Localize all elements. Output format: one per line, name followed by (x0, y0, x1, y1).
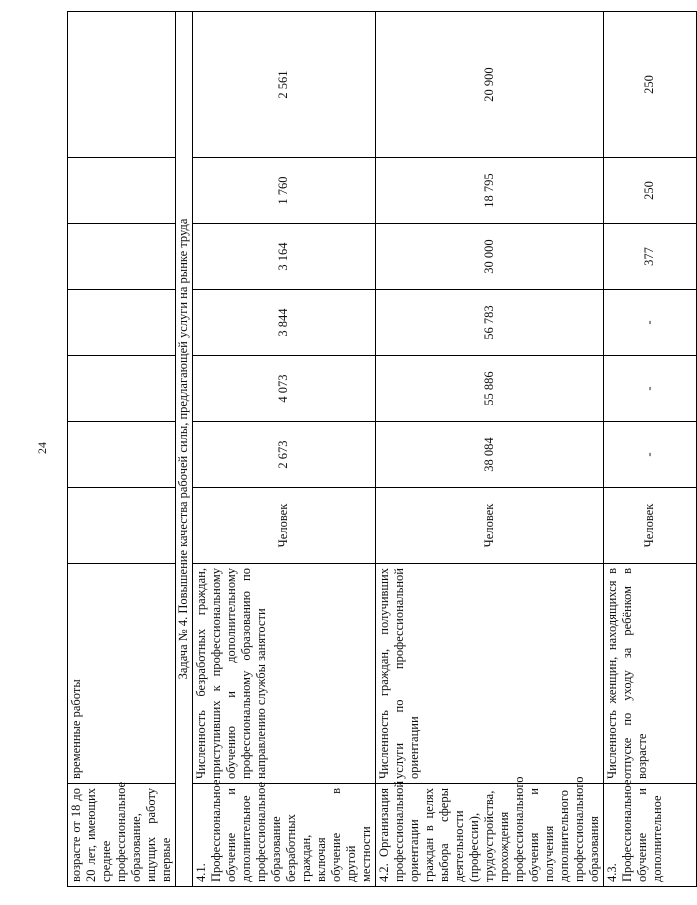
indicator-cell: Численность безработных граждан, приступивших к профессиональному обучению и дополнительному профессиональному образованию по направлению службы занятости (192, 564, 375, 784)
task-cell: 4.3. Профессиональное обучение и дополнительное (603, 784, 696, 887)
value-cell: 38 084 (375, 422, 603, 488)
indicator-cell: Численность женщин, находящихся в отпуске по уходу за ребёнком в возрасте (603, 564, 696, 784)
value-cell: 250 (603, 158, 696, 224)
unit-cell (68, 488, 176, 564)
indicator-cell: Численность граждан, получивших услуги по профессиональной ориентации (375, 564, 603, 784)
task-cell: 4.1. Профессиональное обучение и дополнительное профессиональное образование безработных граждан, включая обучение в другой местности (192, 784, 375, 887)
value-cell: 18 795 (375, 158, 603, 224)
task-cell: возрасте от 18 до 20 лет, имеющих среднее профессиональное образование, ищущих работу впервые (68, 784, 176, 887)
value-cell: 250 (603, 12, 696, 158)
value-cell: 2 673 (192, 422, 375, 488)
value-cell: 55 886 (375, 356, 603, 422)
value-cell: 2 561 (192, 12, 375, 158)
value-cell: 3 844 (192, 290, 375, 356)
value-cell: 20 900 (375, 12, 603, 158)
value-cell: - (603, 422, 696, 488)
value-cell (68, 158, 176, 224)
table-row (68, 12, 176, 887)
value-cell (68, 224, 176, 290)
unit-cell: Человек (375, 488, 603, 564)
indicator-cell: временные работы (68, 564, 176, 784)
value-cell (68, 422, 176, 488)
task-cell: 4.2. Организация профессиональной ориентации граждан в целях выбора сферы деятельности (профессии), трудоустройства, прохождения профессионального обучения и получения дополнительного профессионального образования (375, 784, 603, 887)
table-row (192, 12, 375, 887)
value-cell: 3 164 (192, 224, 375, 290)
value-cell: 30 000 (375, 224, 603, 290)
value-cell: 1 760 (192, 158, 375, 224)
value-cell: - (603, 290, 696, 356)
value-cell: 56 783 (375, 290, 603, 356)
indicators-table (67, 11, 697, 887)
rotated-table-container (67, 12, 664, 887)
value-cell (68, 290, 176, 356)
value-cell: - (603, 356, 696, 422)
value-cell (68, 12, 176, 158)
table-row (603, 12, 696, 887)
table-row (375, 12, 603, 887)
value-cell: 4 073 (192, 356, 375, 422)
unit-cell: Человек (603, 488, 696, 564)
value-cell (68, 356, 176, 422)
section-header-row (176, 12, 193, 887)
unit-cell: Человек (192, 488, 375, 564)
page-number: 24 (35, 442, 49, 454)
value-cell: 377 (603, 224, 696, 290)
section-header: Задача № 4. Повышение качества рабочей силы, предлагающей услуги на рынке труда (176, 12, 193, 887)
table-body (68, 12, 697, 887)
